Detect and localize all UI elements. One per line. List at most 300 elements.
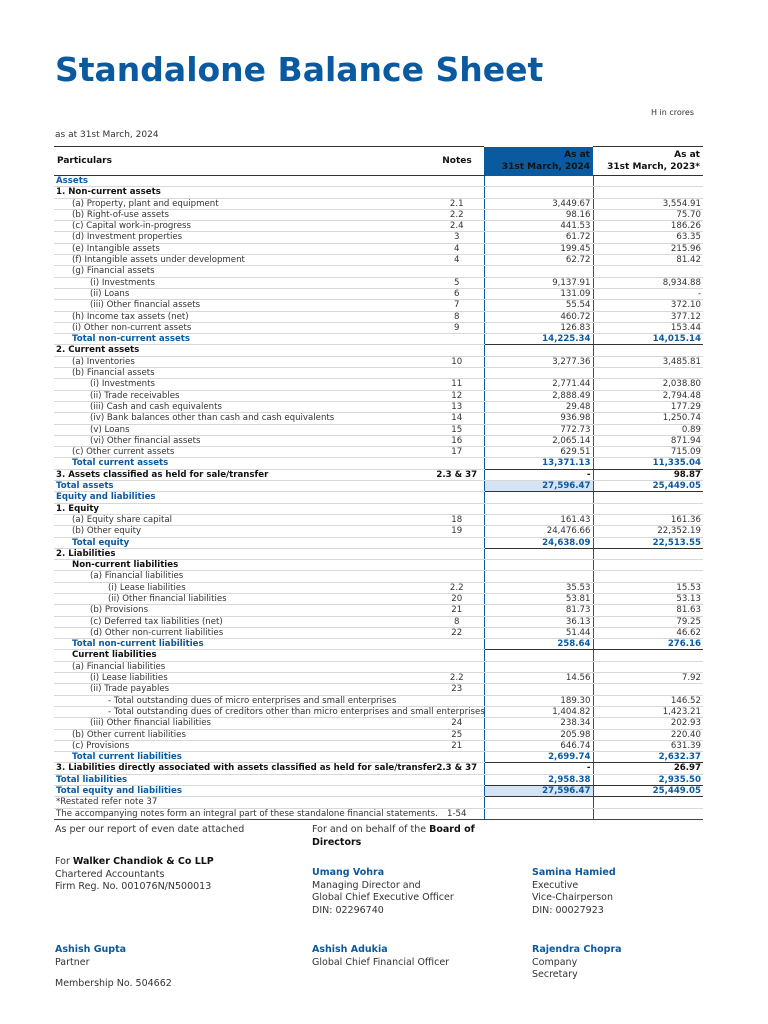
notes-cell (430, 458, 484, 469)
notes-cell: 13 (430, 401, 484, 412)
particular-cell: (vi) Other financial assets (54, 435, 430, 446)
table-row (54, 209, 703, 220)
previous-year-value: 98.87 (593, 469, 703, 480)
previous-year-value (593, 548, 703, 559)
previous-year-value (593, 266, 703, 277)
table-row (54, 345, 703, 356)
previous-year-value: 26.97 (593, 763, 703, 774)
current-year-value: - (484, 469, 593, 480)
current-year-value: 81.73 (484, 605, 593, 616)
current-year-value (484, 266, 593, 277)
previous-year-value (593, 808, 703, 819)
current-year-value: 1,404.82 (484, 706, 593, 717)
notes-cell: 10 (430, 356, 484, 367)
header-notes: Notes (430, 147, 484, 176)
table-header-row (54, 147, 703, 176)
current-year-value: 9,137.91 (484, 277, 593, 288)
table-row (54, 221, 703, 232)
notes-cell (430, 797, 484, 808)
current-year-value (484, 661, 593, 672)
previous-year-value: 177.29 (593, 401, 703, 412)
current-year-value (484, 571, 593, 582)
notes-cell (430, 503, 484, 514)
previous-year-value: 0.89 (593, 424, 703, 435)
particular-cell: Total liabilities (54, 774, 430, 785)
particular-cell: - Total outstanding dues of creditors other than micro enterprises and small enterprises (54, 706, 430, 717)
current-year-value: 61.72 (484, 232, 593, 243)
notes-cell: 8 (430, 616, 484, 627)
table-row (54, 605, 703, 616)
table-row (54, 627, 703, 638)
signatory-name: Rajendra Chopra (532, 944, 622, 955)
notes-cell (430, 752, 484, 763)
auditor-firm-name: Walker Chandiok & Co LLP (72, 856, 214, 867)
particular-cell: (i) Other non-current assets (54, 322, 430, 333)
notes-cell: 19 (430, 526, 484, 537)
notes-cell: 22 (430, 627, 484, 638)
signatory-name: Ashish Adukia (312, 944, 388, 955)
current-year-value: 258.64 (484, 639, 593, 650)
particular-cell: Total current liabilities (54, 752, 430, 763)
table-row (54, 401, 703, 412)
particular-cell: (c) Provisions (54, 740, 430, 751)
notes-cell: 17 (430, 447, 484, 458)
notes-cell: 8 (430, 311, 484, 322)
notes-cell (430, 786, 484, 797)
particular-cell: (h) Income tax assets (net) (54, 311, 430, 322)
previous-year-value: 161.36 (593, 514, 703, 525)
table-row (54, 481, 703, 492)
notes-cell: 24 (430, 718, 484, 729)
current-year-value: 238.34 (484, 718, 593, 729)
previous-year-value (593, 571, 703, 582)
notes-cell: 11 (430, 379, 484, 390)
previous-year-value: 631.39 (593, 740, 703, 751)
notes-cell: 2.2 (430, 582, 484, 593)
notes-cell: 9 (430, 322, 484, 333)
current-year-value: 189.30 (484, 695, 593, 706)
previous-year-value: 8,934.88 (593, 277, 703, 288)
table-row (54, 560, 703, 571)
notes-cell: 18 (430, 514, 484, 525)
particular-cell: *Restated refer note 37 (54, 797, 430, 808)
table-row (54, 266, 703, 277)
current-year-value: 14,225.34 (484, 334, 593, 345)
board-behalf-bold: Board of Directors (312, 824, 475, 848)
notes-cell: 2.3 & 37 (430, 763, 484, 774)
table-row (54, 650, 703, 661)
table-row (54, 492, 703, 503)
current-year-value: 2,065.14 (484, 435, 593, 446)
table-row (54, 424, 703, 435)
particular-cell: Total assets (54, 481, 430, 492)
table-row (54, 458, 703, 469)
current-year-value (484, 548, 593, 559)
particular-cell: (b) Provisions (54, 605, 430, 616)
current-year-value (484, 492, 593, 503)
current-year-value: 2,699.74 (484, 752, 593, 763)
current-year-value: 2,888.49 (484, 390, 593, 401)
table-row (54, 684, 703, 695)
notes-cell: 4 (430, 243, 484, 254)
previous-year-value: 215.96 (593, 243, 703, 254)
auditor-firm-prefix: For (55, 856, 73, 867)
previous-year-value: 22,513.55 (593, 537, 703, 548)
previous-year-value: 3,554.91 (593, 198, 703, 209)
current-year-value (484, 368, 593, 379)
notes-cell (430, 481, 484, 492)
signatory-din: DIN: 02296740 (312, 904, 384, 916)
table-row (54, 379, 703, 390)
notes-cell: 2.4 (430, 221, 484, 232)
table-row (54, 503, 703, 514)
previous-year-value (593, 368, 703, 379)
table-row (54, 639, 703, 650)
particular-cell: (c) Other current assets (54, 447, 430, 458)
notes-cell (430, 176, 484, 187)
table-row (54, 661, 703, 672)
table-row (54, 198, 703, 209)
previous-year-value: 186.26 (593, 221, 703, 232)
particular-cell: (a) Property, plant and equipment (54, 198, 430, 209)
particular-cell: 3. Liabilities directly associated with assets classified as held for sale/transfer (56, 763, 437, 774)
previous-year-value: 1,250.74 (593, 413, 703, 424)
notes-cell: 20 (430, 593, 484, 604)
auditor-firm-reg: Firm Reg. No. 001076N/N500013 (55, 881, 212, 892)
particular-cell: (a) Financial liabilities (54, 571, 430, 582)
previous-year-value: 53.13 (593, 593, 703, 604)
signatory-ashish-adukia (312, 944, 449, 969)
table-row (54, 571, 703, 582)
table-row (54, 368, 703, 379)
particular-cell: (ii) Loans (54, 288, 430, 299)
current-year-value: 3,277.36 (484, 356, 593, 367)
notes-cell: 21 (430, 605, 484, 616)
balance-sheet-table (54, 146, 703, 820)
current-year-value: 14.56 (484, 673, 593, 684)
current-year-value: 62.72 (484, 255, 593, 266)
previous-year-value (593, 684, 703, 695)
particular-cell: (e) Intangible assets (54, 243, 430, 254)
current-year-value: 131.09 (484, 288, 593, 299)
notes-cell: 6 (430, 288, 484, 299)
previous-year-value (593, 187, 703, 198)
notes-cell (430, 368, 484, 379)
current-year-value (484, 808, 593, 819)
notes-cell: 12 (430, 390, 484, 401)
table-row (54, 288, 703, 299)
current-year-value (484, 187, 593, 198)
notes-cell: 2.1 (430, 198, 484, 209)
previous-year-value: 46.62 (593, 627, 703, 638)
previous-year-value: 377.12 (593, 311, 703, 322)
notes-cell: 21 (430, 740, 484, 751)
table-row (54, 435, 703, 446)
notes-cell: 14 (430, 413, 484, 424)
table-row (54, 582, 703, 593)
particular-cell: Assets (54, 176, 430, 187)
previous-year-value: 2,794.48 (593, 390, 703, 401)
previous-year-value: 1,423.21 (593, 706, 703, 717)
previous-year-value (593, 661, 703, 672)
current-year-value: 629.51 (484, 447, 593, 458)
particular-cell: Non-current liabilities (54, 560, 430, 571)
signatory-din: DIN: 00027923 (532, 904, 604, 916)
notes-cell: 7 (430, 300, 484, 311)
previous-year-value: 81.63 (593, 605, 703, 616)
table-row (54, 752, 703, 763)
auditor-firm-type: Chartered Accountants (55, 868, 165, 880)
current-year-value: 27,596.47 (484, 786, 593, 797)
particular-cell: 3. Assets classified as held for sale/transfer (54, 469, 430, 480)
previous-year-value: 715.09 (593, 447, 703, 458)
previous-year-value: 372.10 (593, 300, 703, 311)
notes-cell (430, 334, 484, 345)
header-previous-year-line1: As at (674, 150, 700, 160)
particular-cell: (g) Financial assets (54, 266, 430, 277)
current-year-value: 161.43 (484, 514, 593, 525)
particular-cell: (b) Right-of-use assets (54, 209, 430, 220)
current-year-value: 2,958.38 (484, 774, 593, 785)
previous-year-value (593, 176, 703, 187)
particular-cell: Current liabilities (54, 650, 430, 661)
table-row (54, 729, 703, 740)
previous-year-value (593, 650, 703, 661)
notes-cell (430, 661, 484, 672)
current-year-value: 29.48 (484, 401, 593, 412)
table-row (54, 526, 703, 537)
table-row (54, 447, 703, 458)
notes-cell: 1-54 (430, 808, 484, 819)
particular-cell: (c) Deferred tax liabilities (net) (54, 616, 430, 627)
previous-year-value: 153.44 (593, 322, 703, 333)
notes-cell (430, 548, 484, 559)
current-year-value: 205.98 (484, 729, 593, 740)
current-year-value: 126.83 (484, 322, 593, 333)
current-year-value: 13,371.13 (484, 458, 593, 469)
current-year-value (484, 503, 593, 514)
current-year-value: 53.81 (484, 593, 593, 604)
notes-cell: 25 (430, 729, 484, 740)
particular-cell: (c) Capital work-in-progress (54, 221, 430, 232)
current-year-value (484, 176, 593, 187)
notes-cell: 2.2 (430, 673, 484, 684)
notes-cell (430, 492, 484, 503)
table-row (54, 808, 703, 819)
particular-cell: Total equity and liabilities (54, 786, 430, 797)
notes-cell (430, 560, 484, 571)
current-year-value: 51.44 (484, 627, 593, 638)
particular-cell: (iii) Other financial liabilities (54, 718, 430, 729)
particular-cell: (v) Loans (54, 424, 430, 435)
previous-year-value: 871.94 (593, 435, 703, 446)
table-row (54, 334, 703, 345)
particular-cell: (iii) Other financial assets (54, 300, 430, 311)
signatory-ashish-gupta (55, 944, 172, 991)
table-row (54, 616, 703, 627)
table-row (54, 706, 703, 717)
particular-cell: (ii) Other financial liabilities (54, 593, 430, 604)
previous-year-value: 3,485.81 (593, 356, 703, 367)
signatory-title-2: Secretary (532, 969, 578, 980)
table-row (54, 514, 703, 525)
current-year-value: 3,449.67 (484, 198, 593, 209)
signatory-title-1: Managing Director and (312, 879, 421, 891)
previous-year-value: 11,335.04 (593, 458, 703, 469)
notes-cell (430, 571, 484, 582)
table-row (54, 673, 703, 684)
notes-cell: 23 (430, 684, 484, 695)
table-row (54, 537, 703, 548)
table-row (54, 300, 703, 311)
table-row (54, 187, 703, 198)
notes-cell (430, 774, 484, 785)
previous-year-value: 25,449.05 (593, 481, 703, 492)
signatory-umang-vohra (312, 867, 454, 917)
current-year-value: - (484, 763, 593, 774)
signatory-title-1: Partner (55, 956, 90, 968)
notes-cell (430, 345, 484, 356)
table-row (54, 548, 703, 559)
table-row (54, 232, 703, 243)
notes-cell: 5 (430, 277, 484, 288)
previous-year-value: 276.16 (593, 639, 703, 650)
particular-cell: (i) Lease liabilities (54, 673, 430, 684)
current-year-value: 98.16 (484, 209, 593, 220)
particular-cell: (ii) Trade payables (54, 684, 430, 695)
balance-sheet-date: as at 31st March, 2024 (55, 130, 159, 140)
current-year-value: 460.72 (484, 311, 593, 322)
notes-cell (430, 695, 484, 706)
particular-cell: Total non-current assets (54, 334, 430, 345)
current-year-value: 646.74 (484, 740, 593, 751)
current-year-value: 36.13 (484, 616, 593, 627)
previous-year-value (593, 503, 703, 514)
board-behalf-prefix: For and on behalf of the (312, 824, 430, 835)
current-year-value (484, 345, 593, 356)
header-current-year-line1: As at (564, 150, 590, 160)
notes-cell: 2.2 (430, 209, 484, 220)
particular-cell: (iv) Bank balances other than cash and cash equivalents (54, 413, 430, 424)
auditor-report-note: As per our report of even date attached (55, 824, 245, 835)
previous-year-value: 81.42 (593, 255, 703, 266)
auditor-firm-block (55, 856, 214, 894)
previous-year-value: 202.93 (593, 718, 703, 729)
signatory-title-2: Vice-Chairperson (532, 892, 614, 903)
particular-cell: (ii) Trade receivables (54, 390, 430, 401)
table-row (54, 243, 703, 254)
table-row (54, 176, 703, 187)
previous-year-value: 2,038.80 (593, 379, 703, 390)
particular-cell: (b) Other equity (54, 526, 430, 537)
previous-year-value: 22,352.19 (593, 526, 703, 537)
table-row (54, 322, 703, 333)
signatory-name: Umang Vohra (312, 867, 385, 878)
header-current-year (484, 147, 593, 176)
notes-cell: 15 (430, 424, 484, 435)
table-row (54, 469, 703, 480)
signatory-samina-hamied (532, 867, 616, 917)
table-row (54, 311, 703, 322)
table-row (54, 277, 703, 288)
notes-cell (430, 639, 484, 650)
current-year-value: 936.98 (484, 413, 593, 424)
notes-cell: 4 (430, 255, 484, 266)
table-row (54, 740, 703, 751)
notes-cell (430, 650, 484, 661)
table-row (54, 255, 703, 266)
table-row (54, 774, 703, 785)
particular-cell: (i) Investments (54, 379, 430, 390)
board-behalf-note (312, 824, 512, 849)
page-title: Standalone Balance Sheet (55, 50, 544, 89)
notes-cell (430, 266, 484, 277)
currency-unit-note: H in crores (651, 108, 695, 117)
table-row (54, 763, 703, 774)
previous-year-value: 2,632.37 (593, 752, 703, 763)
signatory-rajendra-chopra (532, 944, 622, 982)
particular-cell: Equity and liabilities (54, 492, 430, 503)
previous-year-value: 14,015.14 (593, 334, 703, 345)
current-year-value (484, 797, 593, 808)
current-year-value: 27,596.47 (484, 481, 593, 492)
particular-cell: (a) Equity share capital (54, 514, 430, 525)
notes-cell (430, 187, 484, 198)
particular-cell: 2. Current assets (54, 345, 430, 356)
current-year-value: 35.53 (484, 582, 593, 593)
signatory-title-2: Global Chief Executive Officer (312, 892, 454, 903)
previous-year-value: 7.92 (593, 673, 703, 684)
current-year-value: 199.45 (484, 243, 593, 254)
notes-cell: 3 (430, 232, 484, 243)
previous-year-value: 15.53 (593, 582, 703, 593)
header-previous-year-line2: 31st March, 2023* (607, 162, 700, 172)
particular-cell: (d) Investment properties (54, 232, 430, 243)
current-year-value (484, 684, 593, 695)
previous-year-value: 2,935.50 (593, 774, 703, 785)
signatory-membership: Membership No. 504662 (55, 978, 172, 989)
previous-year-value (593, 797, 703, 808)
particular-cell: (i) Lease liabilities (54, 582, 430, 593)
particular-cell: Total non-current liabilities (54, 639, 430, 650)
particular-cell: Total equity (54, 537, 430, 548)
particular-cell: (b) Financial assets (54, 368, 430, 379)
signatory-title-1: Company (532, 956, 578, 968)
particular-cell: (f) Intangible assets under development (54, 255, 430, 266)
table-row (54, 718, 703, 729)
previous-year-value: - (593, 288, 703, 299)
previous-year-value: 220.40 (593, 729, 703, 740)
signatory-name: Samina Hamied (532, 867, 616, 878)
table-row (54, 695, 703, 706)
current-year-value: 2,771.44 (484, 379, 593, 390)
table-row (54, 593, 703, 604)
current-year-value (484, 560, 593, 571)
previous-year-value: 79.25 (593, 616, 703, 627)
particular-cell: (d) Other non-current liabilities (54, 627, 430, 638)
particular-cell: - Total outstanding dues of micro enterprises and small enterprises (54, 695, 430, 706)
particular-cell: (i) Investments (54, 277, 430, 288)
current-year-value: 55.54 (484, 300, 593, 311)
table-row (54, 356, 703, 367)
previous-year-value (593, 560, 703, 571)
particular-cell: (b) Other current liabilities (54, 729, 430, 740)
notes-cell: 2.3 & 37 (430, 469, 484, 480)
header-previous-year (593, 147, 703, 176)
current-year-value (484, 650, 593, 661)
current-year-value: 24,476.66 (484, 526, 593, 537)
particular-cell: The accompanying notes form an integral part of these standalone financial statements. (56, 808, 438, 819)
